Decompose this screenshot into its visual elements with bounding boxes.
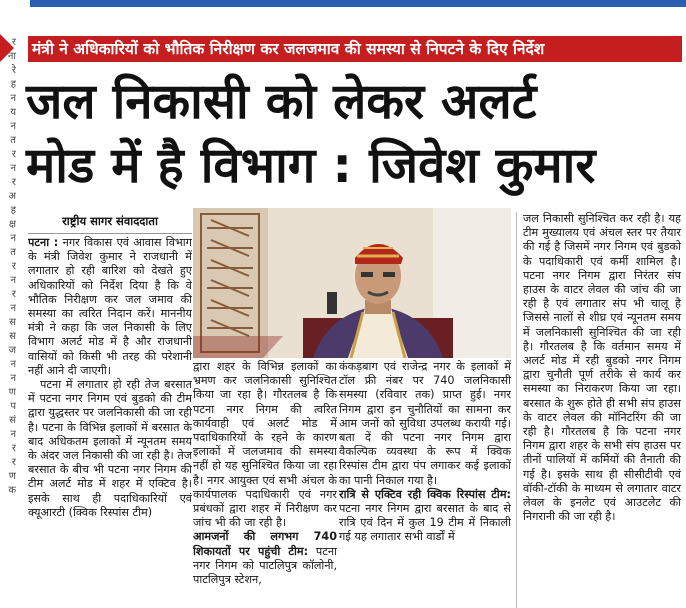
fragment-char: ण [8,471,16,482]
paragraph: पटना में लगातार हो रही तेज बरसात में पटना नगर निगम एवं बुडको की टीम द्वारा युद्धस्तर पर जलनिकासी की जा रही है। पटना के विभिन्न इलाकों में बरसात के बाद अधिकतम इलाकों में न्यूनतम समय के अंदर जल निकासी की जा रही है। तेज बरसात के बीच भी पटना नगर निगम की टीम अलर्ट मोड में शहर में एक्टिव है। इसके साथ ही पदाधिकारियों एवं क्यूआरटी (क्विक रिस्पांस टीम) [28,378,192,519]
fragment-char: न [10,93,16,104]
paragraph: जल निकासी सुनिश्चित कर रही है। यह टीम मुख्यालय एवं अंचल स्तर पर तैयार की गई है जिसमें नगर निगम एवं बुडको के पदाधिकारी एवं कर्मी शामिल है। पटना नगर निगम द्वारा निरंतर संप हाउस के वाटर लेवल की जांच की जा रही है एवं लगातार संप भी चालू है जिससे नालों से शीघ्र एवं न्यूनतम समय में जलनिकासी सुनिश्चित की जा रही है। गौरतलब है कि वर्तमान समय में अलर्ट मोड में रही बुडको नगर निगम द्वारा चुनौती पूर्ण तरीके से कार्य कर समस्या का निराकरण किया जा रहा। बरसात के शुरू होते ही सभी संप हाउस के वाटर लेवल की मॉनिटरिंग की जा रही है। गौरतलब है कि पटना नगर निगम द्वारा शहर के सभी संप हाउस पर तीनों पालियों में कर्मियों की तैनाती की गई है। इसके साथ ही सीसीटीवी एवं वॉकी-टॉकी के माध्यम से लगातार वाटर लेवल के इनलेट एवं आउटलेट की निगरानी की जा रही है। [523,212,681,524]
paragraph [28,236,192,378]
paragraph: द्वारा शहर के विभिन्न इलाकों का भ्रमण कर जलनिकासी सुनिश्चित किया जा रहा है। गौरतलब है कि पटना नगर निगम की त्वरित कार्यवाही एवं अलर्ट मोड में पदाधिकारियों के रहने के कारण इलाकों में जलजमाव की समस्या नहीं हो यह सुनिश्चित किया जा रहा है। नगर आयुक्त एवं सभी अंचल के कार्यपालक पदाधिकारी एवं नगर प्रबंधकों द्वारा शहर में निरीक्षण कर जांच भी की जा रही है। [193,360,337,530]
article-column-3 [339,360,511,608]
adjacent-column-fragment [0,36,16,608]
fragment-char: क्ष [8,219,16,230]
fragment-char: ज [8,345,16,356]
paragraph [339,488,511,545]
fragment-char: न [10,429,16,440]
fragment-char: र [11,149,16,160]
fragment-char: प [10,401,16,412]
headline-line-1: जल निकासी को लेकर अलर्ट [26,73,537,130]
fragment-char: र [11,37,16,48]
paragraph-text: पटना नगर निगम द्वारा बरसात के बाद से रात्रि एवं दिन में कुल 19 टीम में निकाली गई यह लगातार सभी वार्डों में [339,502,511,544]
article-column-1 [28,236,192,608]
column-divider [516,212,517,608]
fragment-char: र [11,289,16,300]
headline-line-2: मोड में है विभाग : जिवेश कुमार [26,137,596,194]
dateline: पटना : [28,236,59,249]
fragment-char: न [10,121,16,132]
fragment-char: न [10,373,16,384]
fragment-char: ना [7,51,16,62]
article-column-4 [523,212,681,608]
subheading: आमजनों की लगभग 740 शिकायतों पर पहुंची टीम: [193,530,337,558]
fragment-char: न [10,233,16,244]
fragment-char: र [11,177,16,188]
headline [26,70,682,198]
fragment-char: रे [11,65,16,76]
fragment-char: ह [10,205,16,216]
fragment-char: न [10,359,16,370]
fragment-char: न [10,163,16,174]
top-bar [0,0,686,22]
fragment-char: न [10,275,16,286]
fragment-char: त [10,135,16,146]
byline: राष्ट्रीय सागर संवाददाता [28,214,192,234]
fragment-char: क [8,485,16,496]
paragraph-text: पटना नगर निगम को पाटलिपुत्र कॉलोनी, पाटलिपुत्र स्टेशन, [193,544,337,587]
fragment-char: र [11,261,16,272]
paragraph [193,530,337,587]
brand-band [30,0,686,7]
paragraph: कंकड़बाग एवं राजेन्द्र नगर के इलाकों में टॉल फ्री नंबर पर 740 जलनिकासी समस्या (रविवार तक) प्राप्त हुई। नगर निगम द्वारा इन चुनौतियों का सामना कर आम जनों को सुविधा उपलब्ध करायी गई। बता दें की पटना नगर निगम द्वारा वैकल्पिक व्यवस्था के रूप में क्विक रिस्पांस टीम द्वारा पंप लगाकर कई इलाकों का पानी निकाल गया है। [339,360,511,487]
fragment-char: स [9,317,16,328]
minister-photo-image [193,208,511,358]
kicker: मंत्री ने अधिकारियों को भौतिक निरीक्षण कर जलजमाव की समस्या से निपटने के दिए निर्देश [28,36,682,62]
fragment-char: स [9,331,16,342]
fragment-char: र [11,457,16,468]
subheading: रात्रि से एक्टिव रही क्विक रिस्पांस टीम: [339,487,511,501]
minister-photo [193,208,511,358]
fragment-char: सं [9,415,16,426]
fragment-char: ह [10,79,16,90]
fragment-char: ण [8,387,16,398]
paragraph-text: नगर विकास एवं आवास विभाग के मंत्री जिवेश कुमार ने राजधानी में लगातार हो रही बारिश को देखते हुए अधिकारियों को निर्देश दिया है कि वे भौतिक निरीक्षण कर जल जमाव की समस्या का त्वरित निदान करें। माननीय मंत्री ने कहा कि जल निकासी के लिए विभाग अलर्ट मोड में है और राजधानी वासियों को किसी भी तरह की परेशानी नहीं आने दी जाएगी। [28,236,192,377]
fragment-char: त [10,247,16,258]
fragment-char: र [11,443,16,454]
fragment-char: य [10,107,16,118]
article-column-2 [193,360,337,608]
fragment-char: अ [8,191,16,202]
fragment-char: न [10,303,16,314]
